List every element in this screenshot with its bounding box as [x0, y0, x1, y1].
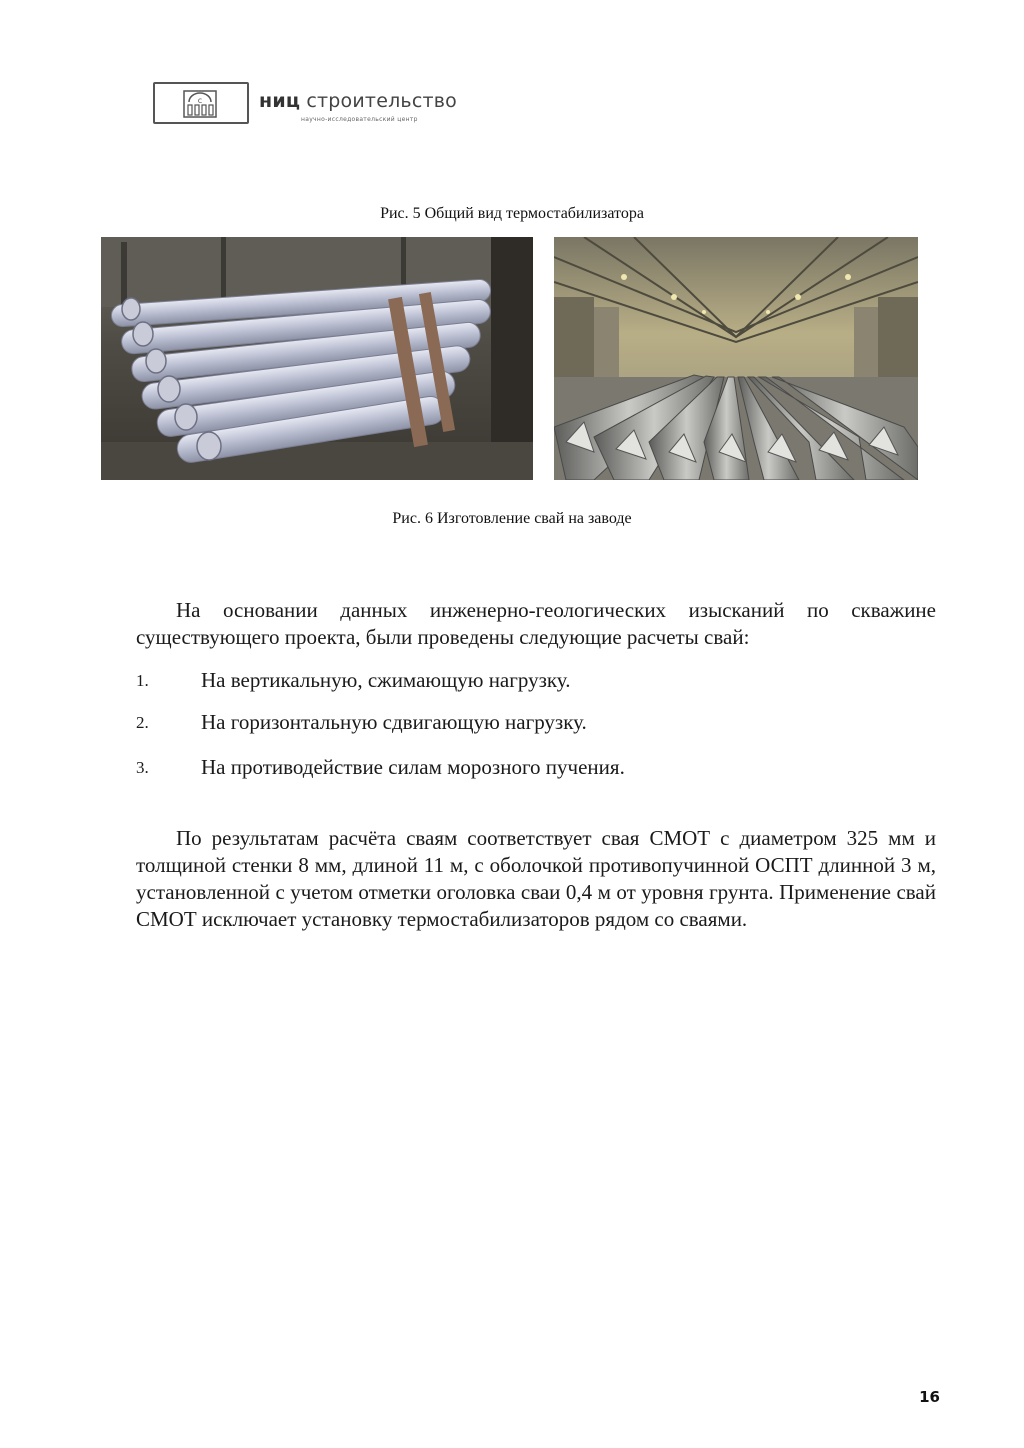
list-number: 2. — [136, 713, 149, 732]
logo-frame — [153, 82, 249, 124]
svg-text:c: c — [197, 96, 203, 105]
list-item — [136, 754, 936, 781]
stacked-pipes-image — [101, 237, 533, 480]
list-item — [136, 667, 936, 694]
list-number: 1. — [136, 671, 149, 690]
list-number: 3. — [136, 758, 149, 777]
logo-name — [259, 90, 457, 112]
logo-subtitle: научно-исследовательский центр — [301, 116, 418, 123]
intro-paragraph: На основании данных инженерно-геологических изысканий по скважине существующего проекта, были проведены следующие расчеты свай: — [136, 598, 936, 649]
page-number: 16 — [919, 1388, 940, 1406]
building-emblem-icon — [183, 90, 217, 118]
list-text: На вертикальную, сжимающую нагрузку. — [201, 668, 571, 692]
list-item — [136, 709, 936, 736]
factory-piles-image — [554, 237, 918, 480]
photo-factory-piles — [554, 237, 918, 480]
list-text: На горизонтальную сдвигающую нагрузку. — [201, 710, 587, 734]
company-logo — [153, 82, 473, 128]
list-text: На противодействие силам морозного пучения. — [201, 755, 625, 779]
photo-stacked-pipes — [101, 237, 533, 480]
conclusion-paragraph: По результатам расчёта сваям соответствует свая СМОТ с диаметром 325 мм и толщиной стенки 8 мм, длиной 11 м, с оболочкой противопучинной ОСПТ длинной 3 м, установленной с учетом отметки оголовка сваи 0,4 м от уровня грунта. Применение свай СМОТ исключает установку термостабилизаторов рядом со сваями. — [136, 826, 936, 931]
logo-name-rest: строительство — [306, 90, 457, 112]
figure-6-caption: Рис. 6 Изготовление свай на заводе — [392, 510, 632, 527]
figure-5-caption: Рис. 5 Общий вид термостабилизатора — [380, 205, 644, 222]
logo-name-bold: ниц — [259, 90, 301, 112]
